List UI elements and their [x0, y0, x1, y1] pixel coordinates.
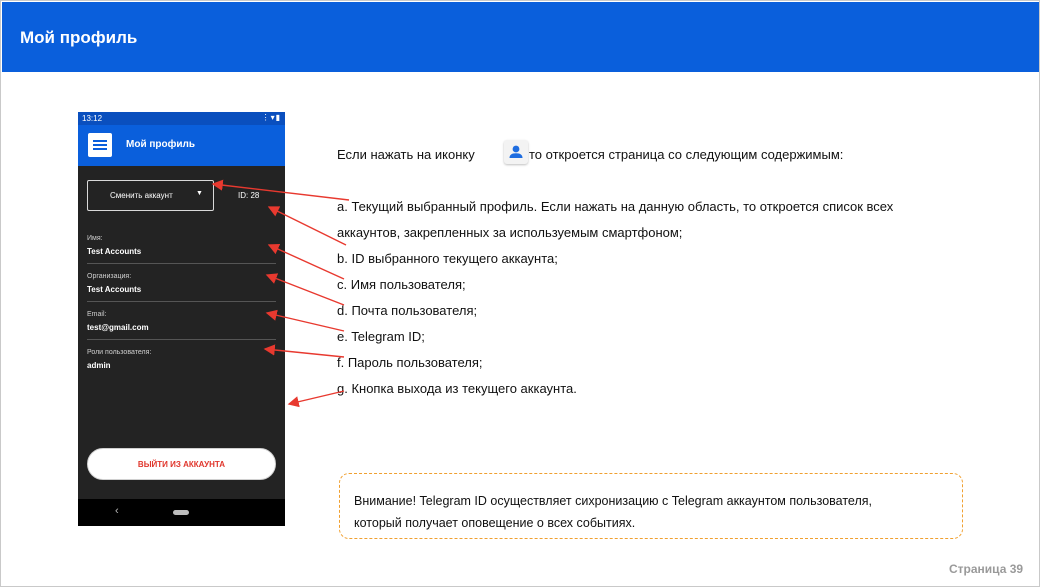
status-bar	[78, 112, 285, 125]
list-item: b. ID выбранного текущего аккаунта;	[337, 251, 558, 266]
roles-field	[87, 349, 276, 370]
page-number: Страница 39	[949, 562, 1024, 576]
warning-line: который получает оповещение о всех событиях.	[354, 516, 636, 530]
intro-text-continued: то откроется страница со следующим содержимым:	[529, 147, 844, 162]
home-icon[interactable]	[173, 510, 189, 515]
email-field	[87, 311, 276, 332]
warning-text	[354, 490, 872, 534]
list-item: аккаунтов, закрепленных за используемым смартфоном;	[337, 225, 683, 240]
nav-bar	[78, 499, 285, 526]
list-item: g. Кнопка выхода из текущего аккаунта.	[337, 381, 577, 396]
field-label: Email:	[87, 311, 107, 318]
field-label: Роли пользователя:	[87, 349, 152, 356]
field-value: admin	[87, 361, 111, 370]
status-time: 13:12	[82, 114, 103, 123]
field-label: Организация:	[87, 273, 132, 280]
divider	[87, 339, 276, 340]
logout-button[interactable]: ВЫЙТИ ИЗ АККАУНТА	[87, 448, 276, 480]
list-item: c. Имя пользователя;	[337, 277, 466, 292]
warning-box	[339, 473, 963, 539]
field-value: test@gmail.com	[87, 323, 149, 332]
list-item: d. Почта пользователя;	[337, 303, 478, 318]
status-icons: ⋮▾▮	[261, 113, 281, 122]
back-icon[interactable]: ‹	[115, 505, 119, 517]
app-bar	[78, 125, 285, 166]
field-label: Имя:	[87, 235, 103, 242]
field-value: Test Accounts	[87, 247, 142, 256]
arrow-g	[289, 391, 344, 404]
switch-account-label: Сменить аккаунт	[110, 191, 173, 200]
switch-account-button[interactable]	[87, 180, 214, 211]
divider	[87, 263, 276, 264]
list-item: f. Пароль пользователя;	[337, 355, 483, 370]
slide-title: Мой профиль	[20, 28, 138, 47]
account-id: ID: 28	[238, 191, 260, 200]
organization-field	[87, 273, 276, 294]
phone-screenshot	[78, 112, 285, 526]
menu-icon[interactable]	[88, 133, 112, 157]
person-icon	[504, 140, 528, 164]
caret-down-icon: ▼	[196, 190, 203, 197]
list-item: a. Текущий выбранный профиль. Если нажать на данную область, то откроется список всех	[337, 199, 894, 214]
name-field	[87, 235, 276, 256]
list-item: e. Telegram ID;	[337, 329, 425, 344]
slide-header	[2, 2, 1039, 72]
warning-line: Внимание! Telegram ID осуществляет сихронизацию с Telegram аккаунтом пользователя,	[354, 494, 872, 508]
field-value: Test Accounts	[87, 285, 142, 294]
divider	[87, 301, 276, 302]
app-bar-title: Мой профиль	[126, 139, 196, 150]
intro-text: Если нажать на иконку	[337, 147, 475, 162]
